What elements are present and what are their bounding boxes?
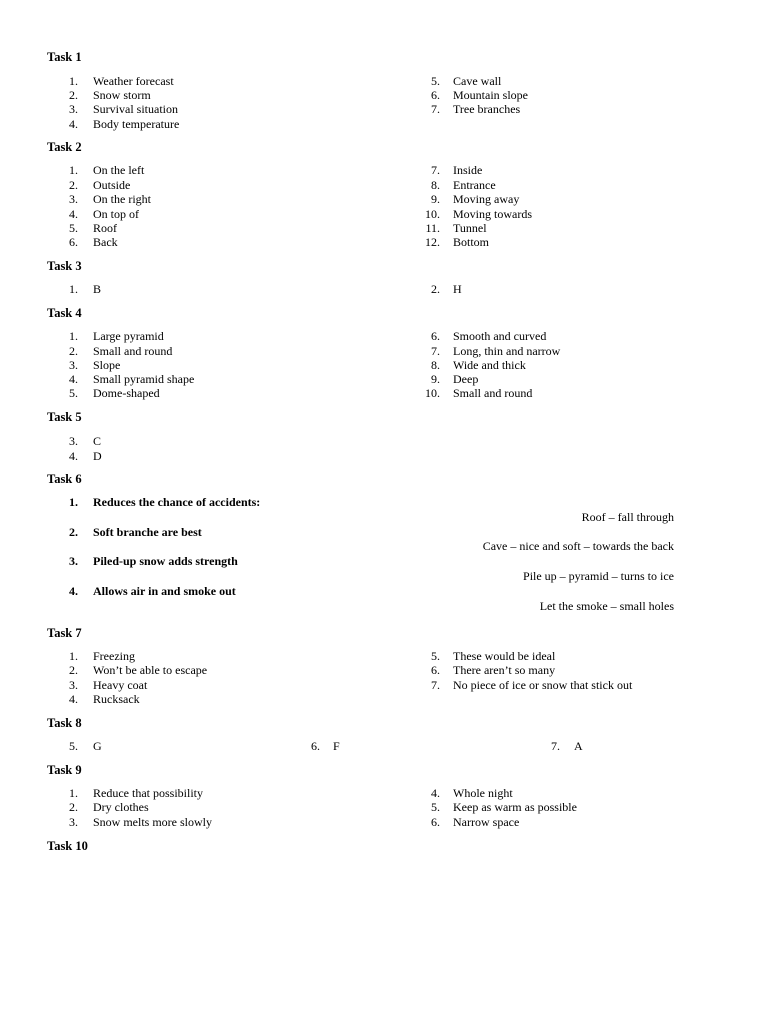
task-4-heading: Task 4 [47, 306, 82, 320]
task-8-heading: Task 8 [47, 716, 82, 730]
answer-text: Cave – nice and soft – towards the back [482, 539, 674, 553]
answer-text: Roof – fall through [581, 510, 674, 524]
task-5-heading: Task 5 [47, 410, 82, 424]
task-1-heading: Task 1 [47, 50, 82, 64]
answer-text: Let the smoke – small holes [539, 599, 674, 613]
task-3-heading: Task 3 [47, 259, 82, 273]
task-7-heading: Task 7 [47, 626, 82, 640]
answer-key-page: Task 1 1. Weather forecast 2. Snow storm 3. Survival situation 4. Body temperature 5. Cave wall 6. Mountain slope 7. Tree branches Task 2 1. On the left 2. Outside 3. On the right 4. On top of 5. Roof 6. Back 7. Inside 8. Entrance 9. Moving away 10. Moving towards 11. Tunnel 12. Bottom Task 3 1. B 2. H Task 4 1. Large pyramid 2. Small and round 3. Slope 4. Small pyramid shape 5. Dome-shaped 6. Smooth and curved 7. Long, thin and narrow 8. Wide and thick 9. Deep 10. Small and round Task 5 3. C 4. D Task 6 1. Reduces the chance of accidents: Roof – fall through 2. Soft branche are best Cave – nice and soft – towards the back 3. Piled-up snow adds strength Pile up – pyramid – turns to ice 4. Allows air in and smoke out Let the smoke – small holes Task 7 1. Freezing 2. Won’t be able to escape 3. Heavy coat 4. Rucksack 5. These would be ideal 6. There aren’t so many 7. No piece of ice or snow that stick out Task 8 5. G 6. F 7. A Task 9 1. Reduce that possibility 2. Dry clothes 3. Snow melts more slowly 4. Whole night 5. Keep as warm as possible 6. Narrow space Task 10 [47, 50, 674, 853]
task-9-heading: Task 9 [47, 763, 82, 777]
answer-text: Pile up – pyramid – turns to ice [523, 569, 674, 583]
task-10-heading: Task 10 [47, 839, 88, 853]
task-2-heading: Task 2 [47, 140, 82, 154]
task-6-heading: Task 6 [47, 472, 82, 486]
